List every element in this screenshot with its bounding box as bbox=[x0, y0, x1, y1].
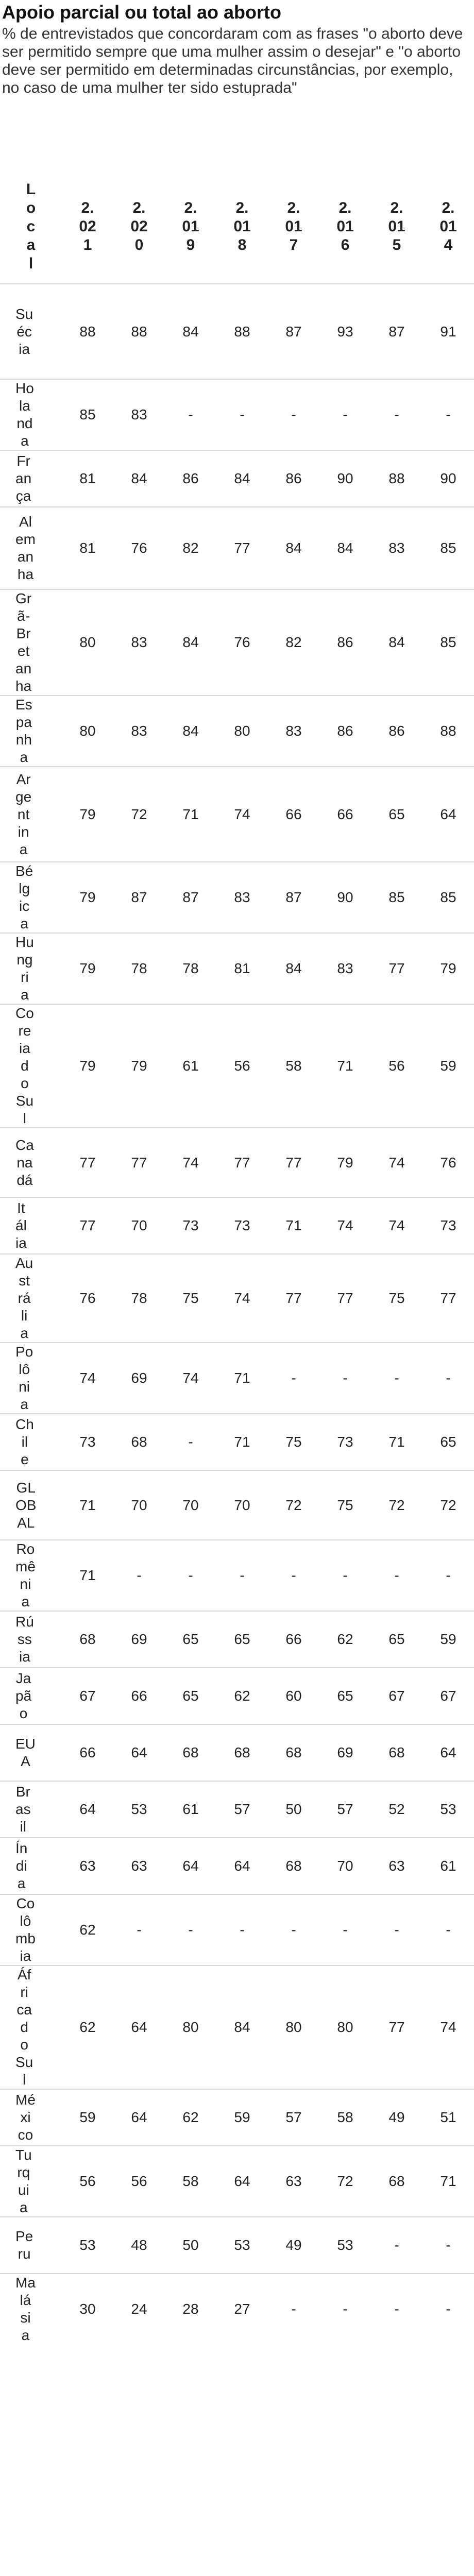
table-cell: 57 bbox=[337, 1801, 353, 1817]
table-cell: 83 bbox=[131, 723, 147, 739]
table-cell: - bbox=[343, 406, 348, 422]
table-cell: - bbox=[343, 2301, 348, 2317]
table-cell: 71 bbox=[388, 1434, 405, 1450]
table-cell: 84 bbox=[182, 634, 199, 650]
table-cell: 56 bbox=[131, 2173, 147, 2189]
table-cell: 77 bbox=[234, 1154, 250, 1171]
table-cell: 60 bbox=[285, 1688, 302, 1704]
table-cell: 64 bbox=[182, 1858, 199, 1874]
table-cell: 80 bbox=[79, 634, 96, 650]
table-cell: 76 bbox=[131, 540, 147, 556]
column-header-year: 2. 01 4 bbox=[439, 199, 457, 253]
table-cell: 74 bbox=[337, 1217, 353, 1233]
row-label: Ho la nd a bbox=[15, 380, 34, 449]
table-cell: 52 bbox=[388, 1801, 405, 1817]
table-cell: 73 bbox=[234, 1217, 250, 1233]
table-cell: 81 bbox=[79, 470, 96, 486]
row-label: EU A bbox=[15, 1736, 36, 1769]
table-row bbox=[0, 450, 474, 507]
table-row bbox=[0, 2217, 474, 2274]
table-cell: 49 bbox=[285, 2237, 302, 2253]
table-row bbox=[0, 1965, 474, 2089]
table-cell: 68 bbox=[285, 1858, 302, 1874]
table-row bbox=[0, 2146, 474, 2217]
table-cell: - bbox=[446, 406, 451, 422]
table-cell: 74 bbox=[182, 1370, 199, 1386]
row-label: GL OB AL bbox=[15, 1479, 37, 1531]
table-cell: 79 bbox=[131, 1058, 147, 1074]
column-header-year: 2. 01 9 bbox=[182, 199, 199, 253]
row-label: Mé xi co bbox=[15, 2092, 36, 2143]
table-cell: 77 bbox=[79, 1154, 96, 1171]
table-row bbox=[0, 862, 474, 933]
row-label: Al em an ha bbox=[15, 514, 36, 582]
table-cell: 59 bbox=[234, 2109, 250, 2125]
table-row bbox=[0, 1894, 474, 1965]
table-cell: 62 bbox=[79, 1922, 96, 1938]
table-cell: - bbox=[446, 1370, 451, 1386]
table-cell: 77 bbox=[285, 1290, 302, 1306]
table-row bbox=[0, 1668, 474, 1724]
table-cell: 66 bbox=[131, 1688, 147, 1704]
table-cell: - bbox=[137, 1922, 142, 1938]
table-cell: 67 bbox=[79, 1688, 96, 1704]
table-cell: 49 bbox=[388, 2109, 405, 2125]
table-cell: 76 bbox=[440, 1154, 456, 1171]
table-cell: 56 bbox=[234, 1058, 250, 1074]
row-label: Po lô ni a bbox=[15, 1344, 33, 1412]
table-cell: 83 bbox=[285, 723, 302, 739]
table-cell: 64 bbox=[131, 2109, 147, 2125]
column-header-year: 2. 01 6 bbox=[336, 199, 354, 253]
table-cell: 69 bbox=[131, 1370, 147, 1386]
table-cell: 75 bbox=[182, 1290, 199, 1306]
table-row bbox=[0, 696, 474, 767]
table-cell: 85 bbox=[440, 540, 456, 556]
table-cell: 83 bbox=[337, 960, 353, 976]
table-cell: 93 bbox=[337, 323, 353, 340]
table-cell: 68 bbox=[388, 2173, 405, 2189]
table-cell: 72 bbox=[440, 1497, 456, 1513]
table-cell: 63 bbox=[388, 1858, 405, 1874]
table-cell: 84 bbox=[234, 2019, 250, 2035]
table-cell: - bbox=[291, 1567, 296, 1583]
table-cell: 51 bbox=[440, 2109, 456, 2125]
table-cell: 79 bbox=[79, 1058, 96, 1074]
table-cell: 87 bbox=[285, 323, 302, 340]
table-cell: 79 bbox=[337, 1154, 353, 1171]
table-cell: 68 bbox=[182, 1744, 199, 1760]
table-cell: 70 bbox=[131, 1217, 147, 1233]
column-header-year: 2. 01 8 bbox=[233, 199, 251, 253]
table-cell: - bbox=[188, 1922, 193, 1938]
table-cell: 64 bbox=[440, 1744, 456, 1760]
table-row bbox=[0, 1343, 474, 1414]
table-row bbox=[0, 2274, 474, 2344]
table-cell: 77 bbox=[234, 540, 250, 556]
table-cell: 28 bbox=[182, 2301, 199, 2317]
row-label: Hu ng ri a bbox=[15, 934, 34, 1003]
table-cell: 83 bbox=[234, 889, 250, 905]
table-cell: 72 bbox=[131, 806, 147, 822]
table-cell: 64 bbox=[131, 2019, 147, 2035]
table-cell: 77 bbox=[388, 960, 405, 976]
table-cell: 64 bbox=[79, 1801, 96, 1817]
row-label: Es pa nh a bbox=[15, 697, 32, 765]
table-cell: - bbox=[394, 2301, 399, 2317]
table-cell: 85 bbox=[79, 406, 96, 422]
table-cell: 74 bbox=[182, 1154, 199, 1171]
table-cell: 75 bbox=[388, 1290, 405, 1306]
row-label: Ro mê ni a bbox=[15, 1541, 36, 1609]
column-header-year: 2. 02 1 bbox=[79, 199, 96, 253]
table-row bbox=[0, 1197, 474, 1254]
table-cell: 90 bbox=[337, 889, 353, 905]
table-cell: 73 bbox=[182, 1217, 199, 1233]
table-cell: 59 bbox=[440, 1631, 456, 1647]
table-cell: 88 bbox=[388, 470, 405, 486]
row-label: Pe ru bbox=[15, 2228, 33, 2262]
table-cell: 71 bbox=[79, 1497, 96, 1513]
table-cell: 65 bbox=[388, 806, 405, 822]
row-label: Bé lg ic a bbox=[15, 863, 33, 931]
table-cell: - bbox=[394, 1370, 399, 1386]
table-cell: 81 bbox=[79, 540, 96, 556]
row-label: Ca na dá bbox=[15, 1137, 34, 1188]
table-cell: 73 bbox=[337, 1434, 353, 1450]
table-cell: - bbox=[394, 2237, 399, 2253]
table-row bbox=[0, 1724, 474, 1781]
abortion-support-table bbox=[0, 170, 474, 2344]
table-cell: 78 bbox=[131, 960, 147, 976]
row-label: Ch il e bbox=[15, 1416, 34, 1467]
row-label: It ál ia bbox=[15, 1200, 27, 1251]
table-cell: - bbox=[446, 1922, 451, 1938]
table-cell: 84 bbox=[285, 960, 302, 976]
row-label: Gr ã- Br et an ha bbox=[15, 590, 32, 694]
table-cell: 76 bbox=[79, 1290, 96, 1306]
table-cell: - bbox=[394, 1567, 399, 1583]
table-cell: - bbox=[291, 1922, 296, 1938]
table-cell: 85 bbox=[440, 634, 456, 650]
table-cell: 79 bbox=[79, 806, 96, 822]
table-row bbox=[0, 1781, 474, 1838]
table-cell: - bbox=[343, 1567, 348, 1583]
table-cell: 62 bbox=[79, 2019, 96, 2035]
table-cell: 57 bbox=[285, 2109, 302, 2125]
row-label: Su éc ia bbox=[15, 306, 33, 357]
row-label: Ma lá si a bbox=[15, 2275, 36, 2343]
table-cell: 63 bbox=[79, 1858, 96, 1874]
column-header-year: 2. 01 7 bbox=[285, 199, 302, 253]
table-cell: - bbox=[343, 1922, 348, 1938]
table-cell: - bbox=[446, 2301, 451, 2317]
table-cell: 63 bbox=[285, 2173, 302, 2189]
table-cell: 80 bbox=[234, 723, 250, 739]
row-label: Ín di a bbox=[15, 1840, 28, 1891]
table-cell: 69 bbox=[131, 1631, 147, 1647]
table-cell: 77 bbox=[131, 1154, 147, 1171]
table-cell: 82 bbox=[182, 540, 199, 556]
table-cell: 59 bbox=[79, 2109, 96, 2125]
table-cell: - bbox=[394, 1922, 399, 1938]
table-cell: 71 bbox=[285, 1217, 302, 1233]
table-cell: 74 bbox=[79, 1370, 96, 1386]
table-cell: 88 bbox=[79, 323, 96, 340]
table-cell: 71 bbox=[440, 2173, 456, 2189]
table-cell: 77 bbox=[79, 1217, 96, 1233]
table-cell: 27 bbox=[234, 2301, 250, 2317]
table-row bbox=[0, 284, 474, 379]
table-cell: 64 bbox=[234, 1858, 250, 1874]
table-cell: 87 bbox=[131, 889, 147, 905]
table-cell: 72 bbox=[388, 1497, 405, 1513]
table-cell: 82 bbox=[285, 634, 302, 650]
table-cell: 53 bbox=[79, 2237, 96, 2253]
row-label: Fr an ça bbox=[15, 453, 32, 504]
table-cell: 65 bbox=[182, 1688, 199, 1704]
table-cell: - bbox=[446, 1567, 451, 1583]
table-cell: 79 bbox=[79, 960, 96, 976]
table-cell: 64 bbox=[131, 1744, 147, 1760]
table-cell: 74 bbox=[234, 1290, 250, 1306]
table-cell: - bbox=[446, 2237, 451, 2253]
table-cell: - bbox=[240, 406, 245, 422]
table-row bbox=[0, 933, 474, 1004]
table-cell: 65 bbox=[337, 1688, 353, 1704]
table-cell: 65 bbox=[234, 1631, 250, 1647]
table-cell: 84 bbox=[182, 723, 199, 739]
table-cell: 68 bbox=[234, 1744, 250, 1760]
table-cell: 87 bbox=[182, 889, 199, 905]
table-row bbox=[0, 2089, 474, 2146]
table-cell: 70 bbox=[234, 1497, 250, 1513]
row-label: Tu rq ui a bbox=[15, 2147, 32, 2215]
table-cell: 87 bbox=[285, 889, 302, 905]
table-cell: 58 bbox=[337, 2109, 353, 2125]
table-cell: 86 bbox=[388, 723, 405, 739]
table-cell: 68 bbox=[131, 1434, 147, 1450]
table-cell: 72 bbox=[337, 2173, 353, 2189]
table-cell: - bbox=[188, 406, 193, 422]
table-cell: 56 bbox=[79, 2173, 96, 2189]
table-row bbox=[0, 1470, 474, 1540]
table-cell: 62 bbox=[234, 1688, 250, 1704]
table-cell: 90 bbox=[440, 470, 456, 486]
table-cell: 58 bbox=[285, 1058, 302, 1074]
table-cell: - bbox=[291, 2301, 296, 2317]
table-cell: - bbox=[394, 406, 399, 422]
table-cell: 88 bbox=[131, 323, 147, 340]
table-cell: 67 bbox=[388, 1688, 405, 1704]
table-cell: - bbox=[137, 1567, 142, 1583]
table-cell: - bbox=[291, 1370, 296, 1386]
table-cell: 69 bbox=[337, 1744, 353, 1760]
table-cell: 80 bbox=[182, 2019, 199, 2035]
table-cell: 84 bbox=[131, 470, 147, 486]
table-cell: 84 bbox=[182, 323, 199, 340]
table-cell: 77 bbox=[388, 2019, 405, 2035]
table-cell: 79 bbox=[79, 889, 96, 905]
table-cell: 66 bbox=[285, 1631, 302, 1647]
table-cell: 64 bbox=[440, 806, 456, 822]
table-cell: 59 bbox=[440, 1058, 456, 1074]
row-label: Au st rá li a bbox=[15, 1255, 33, 1341]
table-cell: 86 bbox=[337, 634, 353, 650]
table-cell: 70 bbox=[337, 1858, 353, 1874]
table-cell: 62 bbox=[182, 2109, 199, 2125]
table-row bbox=[0, 1004, 474, 1128]
table-cell: 84 bbox=[388, 634, 405, 650]
table-cell: - bbox=[240, 1922, 245, 1938]
table-cell: 84 bbox=[285, 540, 302, 556]
table-cell: 80 bbox=[79, 723, 96, 739]
row-label: Rú ss ia bbox=[15, 1614, 34, 1665]
table-cell: 90 bbox=[337, 470, 353, 486]
table-cell: 64 bbox=[234, 2173, 250, 2189]
table-cell: 75 bbox=[285, 1434, 302, 1450]
table-cell: 78 bbox=[131, 1290, 147, 1306]
chart-subtitle: % de entrevistados que concordaram com as frases "o aborto deve ser permitido sempre que uma mulher assim o desejar" e "o aborto deve ser permitido em determinadas circunstâncias, por exemplo, no caso de uma mulher ter sido estuprada" bbox=[2, 25, 463, 96]
table-cell: - bbox=[240, 1567, 245, 1583]
table-cell: 68 bbox=[285, 1744, 302, 1760]
row-label: Br as il bbox=[15, 1784, 31, 1835]
table-row bbox=[0, 1838, 474, 1894]
table-cell: 65 bbox=[388, 1631, 405, 1647]
table-cell: 56 bbox=[388, 1058, 405, 1074]
table-cell: 68 bbox=[388, 1744, 405, 1760]
table-row bbox=[0, 1414, 474, 1470]
table-row bbox=[0, 507, 474, 589]
table-cell: 48 bbox=[131, 2237, 147, 2253]
row-label: Áf ri ca d o Su l bbox=[15, 1967, 33, 2088]
table-cell: - bbox=[343, 1370, 348, 1386]
table-cell: 63 bbox=[131, 1858, 147, 1874]
table-cell: 58 bbox=[182, 2173, 199, 2189]
table-cell: 74 bbox=[440, 2019, 456, 2035]
table-cell: - bbox=[188, 1567, 193, 1583]
table-cell: 78 bbox=[182, 960, 199, 976]
table-cell: 81 bbox=[234, 960, 250, 976]
table-cell: 53 bbox=[234, 2237, 250, 2253]
table-cell: 91 bbox=[440, 323, 456, 340]
table-cell: 62 bbox=[337, 1631, 353, 1647]
table-cell: 75 bbox=[337, 1497, 353, 1513]
table-cell: 77 bbox=[337, 1290, 353, 1306]
table-cell: 72 bbox=[285, 1497, 302, 1513]
table-cell: 67 bbox=[440, 1688, 456, 1704]
table-cell: 53 bbox=[440, 1801, 456, 1817]
table-cell: 61 bbox=[182, 1058, 199, 1074]
table-cell: 83 bbox=[388, 540, 405, 556]
table-cell: 87 bbox=[388, 323, 405, 340]
table-cell: 71 bbox=[182, 806, 199, 822]
header-row bbox=[0, 170, 474, 284]
table-cell: 77 bbox=[440, 1290, 456, 1306]
table-cell: 65 bbox=[182, 1631, 199, 1647]
table-cell: 86 bbox=[285, 470, 302, 486]
column-header-local: L o c a l bbox=[26, 181, 36, 272]
column-header-year: 2. 01 5 bbox=[388, 199, 405, 253]
table-cell: 84 bbox=[337, 540, 353, 556]
table-cell: 86 bbox=[337, 723, 353, 739]
table-cell: 70 bbox=[182, 1497, 199, 1513]
table-cell: 76 bbox=[234, 634, 250, 650]
table-row bbox=[0, 1254, 474, 1343]
table-cell: 71 bbox=[79, 1567, 96, 1583]
table-cell: 71 bbox=[337, 1058, 353, 1074]
table-cell: 85 bbox=[388, 889, 405, 905]
table-cell: 65 bbox=[440, 1434, 456, 1450]
table-cell: 74 bbox=[388, 1154, 405, 1171]
table-cell: 30 bbox=[79, 2301, 96, 2317]
table-cell: 74 bbox=[388, 1217, 405, 1233]
table-cell: 84 bbox=[234, 470, 250, 486]
table-cell: 66 bbox=[79, 1744, 96, 1760]
row-label: Co re ia d o Su l bbox=[15, 1005, 34, 1126]
table-cell: 73 bbox=[440, 1217, 456, 1233]
table-cell: 80 bbox=[285, 2019, 302, 2035]
table-cell: 88 bbox=[440, 723, 456, 739]
table-body bbox=[0, 284, 474, 2344]
table-row bbox=[0, 1540, 474, 1611]
row-label: Ar ge nt in a bbox=[15, 771, 32, 857]
table-cell: 61 bbox=[440, 1858, 456, 1874]
table-cell: 53 bbox=[131, 1801, 147, 1817]
table-cell: 68 bbox=[79, 1631, 96, 1647]
table-cell: 66 bbox=[285, 806, 302, 822]
row-label: Co lô mb ia bbox=[15, 1895, 36, 1964]
table-cell: 61 bbox=[182, 1801, 199, 1817]
table-cell: 24 bbox=[131, 2301, 147, 2317]
table-cell: 74 bbox=[234, 806, 250, 822]
table-cell: 83 bbox=[131, 406, 147, 422]
table-cell: 71 bbox=[234, 1370, 250, 1386]
table-cell: 53 bbox=[337, 2237, 353, 2253]
table-row bbox=[0, 1128, 474, 1197]
table-cell: 77 bbox=[285, 1154, 302, 1171]
table-cell: 66 bbox=[337, 806, 353, 822]
column-header-year: 2. 02 0 bbox=[130, 199, 148, 253]
table-cell: 88 bbox=[234, 323, 250, 340]
table-cell: 73 bbox=[79, 1434, 96, 1450]
table-cell: 70 bbox=[131, 1497, 147, 1513]
table-cell: 50 bbox=[182, 2237, 199, 2253]
table-cell: - bbox=[188, 1434, 193, 1450]
table-row bbox=[0, 1611, 474, 1668]
table-cell: - bbox=[291, 406, 296, 422]
table-cell: 57 bbox=[234, 1801, 250, 1817]
table-cell: 79 bbox=[440, 960, 456, 976]
table-cell: 85 bbox=[440, 889, 456, 905]
table-cell: 50 bbox=[285, 1801, 302, 1817]
chart-title: Apoio parcial ou total ao aborto bbox=[2, 2, 282, 23]
table-cell: 86 bbox=[182, 470, 199, 486]
table-cell: 71 bbox=[234, 1434, 250, 1450]
row-label: Ja pã o bbox=[15, 1670, 32, 1721]
table-cell: 83 bbox=[131, 634, 147, 650]
table-row bbox=[0, 379, 474, 450]
table-row bbox=[0, 589, 474, 696]
table-row bbox=[0, 767, 474, 862]
table-cell: 80 bbox=[337, 2019, 353, 2035]
